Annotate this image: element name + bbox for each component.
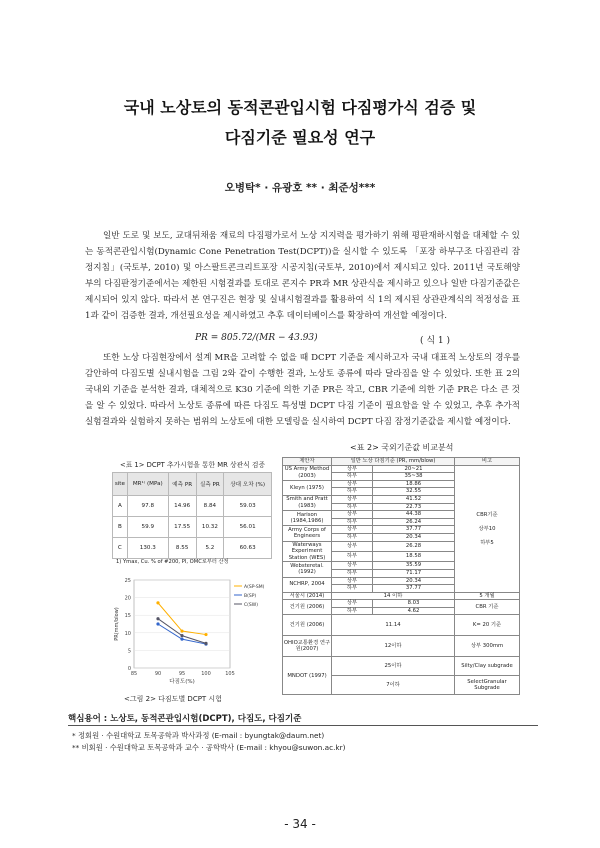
table-cell: 25이하 <box>332 657 455 676</box>
equation: PR = 805.72/(MR − 43.93) <box>195 333 318 343</box>
table-row <box>113 517 272 538</box>
data-point <box>156 601 159 604</box>
table-cell: 60.63 <box>224 538 272 559</box>
table-cell: 하부 <box>332 503 373 511</box>
table-cell: 하부 <box>332 488 373 496</box>
table-cell: 상부 <box>332 577 373 585</box>
table-cell: 하부 <box>332 551 373 561</box>
data-point <box>156 622 159 625</box>
table-cell: 11.14 <box>332 615 455 636</box>
table-cell: Websteretal. (1992) <box>283 562 332 577</box>
y-tick-label: 25 <box>124 578 131 584</box>
table-cell: 14.96 <box>168 496 196 517</box>
table-cell: Army Corps of Engineers <box>283 526 332 541</box>
table-cell: US Army Method (2003) <box>283 465 332 480</box>
table-cell: 하부 <box>332 473 373 481</box>
table-cell: C <box>113 538 128 559</box>
table-cell: 12이하 <box>332 636 455 657</box>
table-cell: 건기원 (2006) <box>283 600 332 615</box>
x-axis-label: 다짐도(%) <box>169 679 195 685</box>
table-row <box>283 636 520 657</box>
table-cell: SelectGranular Subgrade <box>455 676 520 695</box>
table-cell: MNDOT (1997) <box>283 657 332 695</box>
y-axis-label: PR(mm/blow) <box>114 607 120 641</box>
table-row <box>113 538 272 559</box>
table-2-caption: <표 2> 국외기준값 비교분석 <box>350 443 454 452</box>
table-1-caption: <표 1> DCPT 추가시험을 통한 MR 상관식 검증 <box>120 461 266 469</box>
data-point <box>180 638 183 641</box>
table-cell: 하부 <box>332 585 373 593</box>
table-cell: 32.55 <box>373 488 455 496</box>
table-2-header-cell: 제안자 <box>283 458 332 466</box>
note-upper: 상부10 <box>478 525 496 532</box>
table-row <box>283 615 520 636</box>
table-cell: 56.01 <box>224 517 272 538</box>
table-cell: K= 20 기준 <box>455 615 520 636</box>
x-tick-label: 85 <box>130 671 138 677</box>
table-cell: 59.03 <box>224 496 272 517</box>
table-cell: 59.9 <box>127 517 168 538</box>
table-2-cbr-note <box>455 465 520 592</box>
table-cell: 37.77 <box>373 585 455 593</box>
table-cell: 35~38 <box>373 473 455 481</box>
table-2-header-cell: 비고 <box>455 458 520 466</box>
table-cell: Silty/Clay subgrade <box>455 657 520 676</box>
equation-number: ( 식 1 ) <box>420 336 451 346</box>
y-tick-label: 0 <box>127 666 131 672</box>
table-cell: 4.62 <box>373 607 455 615</box>
table-cell: 8.55 <box>168 538 196 559</box>
table-cell: 8.84 <box>196 496 224 517</box>
title-line-1: 국내 노상토의 동적콘관입시험 다짐평가식 검증 및 <box>123 98 477 117</box>
table-cell: 상부 <box>332 526 373 534</box>
paragraph-2-text: 또한 노상 다짐현장에서 설계 MR을 고려할 수 없을 때 DCPT 기준을 제시하고자 국내 대표적 노상토의 경우를 감안하여 다짐도별 실내시험을 그림 2와 같이 수행한 결과, 노상토 종류에 따라 달라짐을 알 수 있었다. 또한 표 2의 국내외 기준을 분석한 결과, 대체적으로 K30 기준에 의한 기준 PR은 작고, CBR 기준에 의한 기준 PR은 다소 큰 것을 알 수 있었다. 따라서 노상토 종류에 따른 다짐도 특성별 DCPT 다짐 기준이 필요함을 알 수 있었고, 추후 추가적 실험결과와 실험하지 못하는 범위의 노상토에 대한 모델링을 실시하여 DCPT 다짐 잠정기준값을 제시할 예정이다. <box>85 353 520 427</box>
table-cell: 71.17 <box>373 569 455 577</box>
table-1-header-cell: site <box>113 473 128 496</box>
table-cell: 하부 <box>332 533 373 541</box>
keywords: 핵심용어 : 노상토, 동적콘관입시험(DCPT), 다짐도, 다짐기준 <box>68 714 302 724</box>
table-cell: 상부 <box>332 562 373 570</box>
data-point <box>180 629 183 632</box>
table-cell: 18.86 <box>373 480 455 488</box>
table-cell: 5.2 <box>196 538 224 559</box>
table-1-header-cell: MR¹⁾ (MPa) <box>127 473 168 496</box>
data-point <box>180 634 183 637</box>
table-cell: Kleyn (1975) <box>283 480 332 495</box>
footnote-divider <box>68 725 538 726</box>
table-2-header-cell: 일반 노상 다짐기준 (PR, mm/blow) <box>332 458 455 466</box>
table-cell: 상부 <box>332 480 373 488</box>
table-cell: 하부 <box>332 569 373 577</box>
table-1 <box>112 472 272 559</box>
authors: 오병탁* · 유광호 ** · 최준성*** <box>224 182 376 194</box>
table-1-header-cell: 상대 오차 (%) <box>224 473 272 496</box>
table-cell: 14 이하 <box>332 592 455 600</box>
table-cell: 상부 <box>332 495 373 503</box>
table-cell: NCHRP, 2004 <box>283 577 332 592</box>
table-cell: 18.58 <box>373 551 455 561</box>
table-cell: 20.34 <box>373 577 455 585</box>
table-cell: 하부 <box>332 518 373 526</box>
data-point <box>204 642 207 645</box>
note-cbr: CBR기준 <box>476 511 498 518</box>
x-tick-label: 100 <box>201 671 211 677</box>
y-tick-label: 10 <box>124 630 131 637</box>
table-cell: Harison (1984,1986) <box>283 511 332 526</box>
data-point <box>156 617 159 620</box>
table-cell: Smith and Pratt (1983) <box>283 495 332 510</box>
table-row <box>283 465 520 473</box>
table-row <box>283 592 520 600</box>
table-cell: 20~21 <box>373 465 455 473</box>
table-row <box>113 496 272 517</box>
table-1-header-row <box>113 473 272 496</box>
page-number: - 34 - <box>284 817 316 831</box>
paragraph-1-text: 일반 도로 및 보도, 교대뒤채움 재료의 다짐평가로서 노상 지지력을 평가하기 위해 평판재하시험을 대체할 수 있는 동적콘관입시험(Dynamic Cone Penetration Test(DCPT))을 실시할 수 있도록 「포장 하부구조 다짐관리 잠정지침」(국토부, 2010) 및 아스팔트콘크리트포장 시공지침(국토부, 2010)에서 제시되고 있다. 2011년 국토해양부의 다짐판정기준에서는 제한된 시험결과를 토대로 콘지수 PR과 MR 상관식을 제시하고 있으나 일반 다짐기준값은 제시되어 있지 않다. 따라서 본 연구진은 현장 및 실내시험결과를 활용하여 식 1의 제시된 상관관계식의 적정성을 표 1과 같이 검증한 결과, 개선필요성을 제시하였고 추후 데이터베이스를 확장하여 개선할 예정이다. <box>85 231 520 321</box>
y-tick-label: 20 <box>124 595 131 602</box>
y-tick-label: 5 <box>127 648 131 655</box>
table-cell: 20.34 <box>373 533 455 541</box>
table-cell: 41.52 <box>373 495 455 503</box>
paragraph-1 <box>85 228 520 324</box>
y-tick-label: 15 <box>124 613 131 620</box>
table-cell: 8.03 <box>373 600 455 608</box>
table-cell: B <box>113 517 128 538</box>
x-tick-label: 90 <box>154 671 162 677</box>
plot-area <box>134 580 230 668</box>
table-1-note: 1) Ymax, Cu. % of #200, PI, OMC로부터 산정 <box>116 559 229 565</box>
table-cell: 22.73 <box>373 503 455 511</box>
note-lower: 하부5 <box>480 539 494 546</box>
data-point <box>204 633 207 636</box>
table-cell: CBR 기준 <box>455 600 520 615</box>
table-cell: 상부 <box>332 600 373 608</box>
x-tick-label: 95 <box>178 671 186 677</box>
table-cell: 130.3 <box>127 538 168 559</box>
table-1-header-cell: 예측 PR <box>168 473 196 496</box>
footnote-2: ** 비회원 · 수원대학교 토목공학과 교수 · 공학박사 (E-mail : khyou@suwon.ac.kr) <box>72 743 346 752</box>
legend-label: C(SW) <box>244 603 258 608</box>
table-cell: 97.8 <box>127 496 168 517</box>
table-cell: 상부 300mm <box>455 636 520 657</box>
table-cell: 44.38 <box>373 511 455 519</box>
table-cell: 26.24 <box>373 518 455 526</box>
legend-label: B(SP) <box>244 594 257 599</box>
legend-label: A(SP-SM) <box>244 585 265 590</box>
figure-2-chart <box>112 570 272 690</box>
table-cell: 37.77 <box>373 526 455 534</box>
table-cell: 35.59 <box>373 562 455 570</box>
table-cell: 5 개월 <box>455 592 520 600</box>
table-row <box>283 657 520 676</box>
left-figure-panel <box>112 458 272 706</box>
table-cell: 상부 <box>332 465 373 473</box>
paragraph-2 <box>85 350 520 430</box>
table-cell: 7이하 <box>332 676 455 695</box>
table-cell: 하부 <box>332 607 373 615</box>
footnote-1: * 정회원 · 수원대학교 토목공학과 박사과정 (E-mail : byungtak@daum.net) <box>72 731 325 740</box>
table-2 <box>282 457 520 695</box>
table-cell: 10.32 <box>196 517 224 538</box>
table-cell: Waterways Experiment Station (WES) <box>283 541 332 562</box>
table-2-header-row <box>283 458 520 466</box>
table-row <box>283 600 520 608</box>
table-cell: 상부 <box>332 541 373 551</box>
table-1-header-cell: 실측 PR <box>196 473 224 496</box>
table-cell: 서울시 (2014) <box>283 592 332 600</box>
x-tick-label: 105 <box>225 671 235 677</box>
figure-2-caption: <그림 2> 다짐도별 DCPT 시험 <box>124 695 222 703</box>
table-cell: 상부 <box>332 511 373 519</box>
table-cell: OHIO교통환경 연구원(2007) <box>283 636 332 657</box>
title-line-2: 다짐기준 필요성 연구 <box>224 128 376 147</box>
table-cell: 26.28 <box>373 541 455 551</box>
table-cell: 17.55 <box>168 517 196 538</box>
table-cell: 건기원 (2006) <box>283 615 332 636</box>
table-cell: A <box>113 496 128 517</box>
